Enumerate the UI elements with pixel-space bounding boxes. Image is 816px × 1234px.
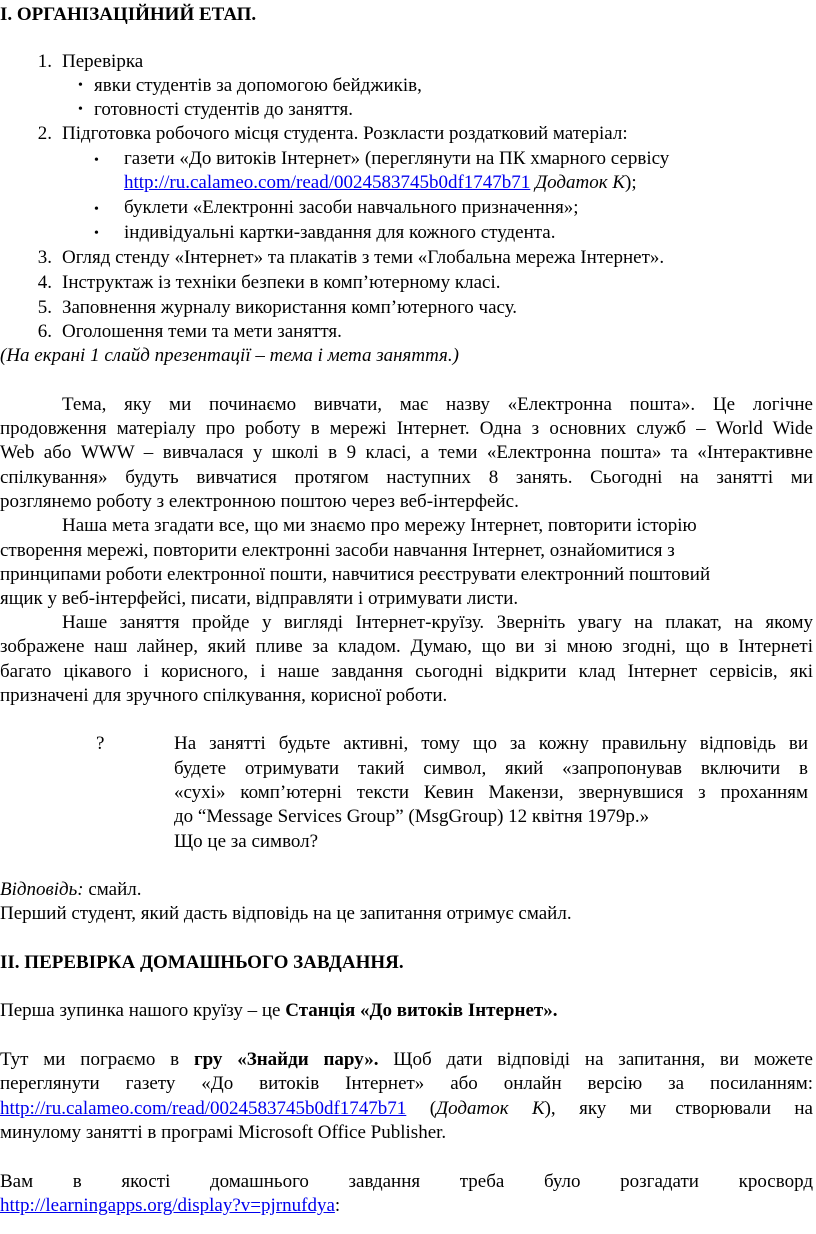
paragraph-line: принципами роботи електронної пошти, навчитися реєструвати електронний поштовий: [0, 564, 711, 585]
homework-line: Вам в якості домашнього завдання треба було розгадати кросворд: [0, 1171, 813, 1192]
list-item: Оголошення теми та мети заняття.: [62, 321, 342, 342]
paragraph-line: створення мережі, повторити електронні засоби навчання Інтернет, ознайомитися з: [0, 540, 675, 561]
question-line: «сухі» комп’ютерні тексти Кевин Макензи, звернувшися з проханням: [174, 782, 808, 803]
addon-reference: Додаток К: [535, 172, 625, 193]
bullet: •: [78, 78, 83, 93]
list-item: Інструктаж із техніки безпеки в комп’ютерному класі.: [62, 272, 501, 293]
list-number: 1.: [37, 51, 52, 72]
paragraph-line: ящик у веб-інтерфейсі, писати, відправляти і отримувати листи.: [0, 588, 519, 609]
sub-list-item-continuation: [124, 171, 637, 195]
game-text: Тут ми пограємо в: [0, 1049, 194, 1070]
game-name: гру «Знайди пару».: [193, 1049, 379, 1070]
paragraph-line: багато цікавого і корисного, і наше завдання сьогодні відкрити клад Інтернет сервісів, які: [0, 661, 813, 682]
paragraph-line: розглянемо роботу з електронною поштою через веб-інтерфейс.: [0, 491, 519, 512]
game-line: [0, 1097, 813, 1121]
homework-link-line: [0, 1194, 340, 1218]
sub-list-item: явки студентів за допомогою бейджиків,: [94, 75, 422, 96]
paragraph-line: спілкування» будуть вивчатися протягом наступних 8 занять. Сьогодні на занятті ми: [0, 467, 813, 488]
list-number: 6.: [37, 321, 52, 342]
list-item: Огляд стенду «Інтернет» та плакатів з теми «Глобальна мережа Інтернет».: [62, 247, 665, 268]
list-item: Підготовка робочого місця студента. Розкласти роздатковий матеріал:: [62, 123, 628, 144]
calameo-link[interactable]: http://ru.calameo.com/read/0024583745b0df1747b71: [0, 1098, 407, 1119]
answer-label: Відповідь:: [0, 879, 84, 900]
list-number: 4.: [37, 272, 52, 293]
sub-list-item: готовності студентів до заняття.: [94, 99, 353, 120]
answer-note: Перший студент, який дасть відповідь на це запитання отримує смайл.: [0, 903, 572, 924]
paragraph-line: Наша мета згадати все, що ми знаємо про мережу Інтернет, повторити історію: [62, 515, 697, 536]
game-text: (: [406, 1098, 437, 1119]
list-number: 5.: [37, 297, 52, 318]
sub-list-item: індивідуальні картки-завдання для кожного студента.: [124, 222, 556, 243]
homework-colon: :: [334, 1195, 341, 1216]
paragraph-line: призначені для зручного спілкування, корисної роботи.: [0, 685, 448, 706]
paragraph-line: Тема, яку ми починаємо вивчати, має назву «Електронна пошта». Це логічне: [62, 394, 813, 415]
list-item: Заповнення журналу використання комп’ютерного часу.: [62, 297, 518, 318]
calameo-link[interactable]: http://ru.calameo.com/read/0024583745b0df1747b71: [124, 172, 531, 193]
question-mark: ?: [96, 733, 105, 754]
first-stop: [0, 999, 557, 1023]
bullet: •: [94, 153, 99, 168]
paragraph-line: продовження матеріалу про роботу в мережі Інтернет. Одна з основних служб – World Wide: [0, 418, 813, 439]
list-item: Перевірка: [62, 51, 144, 72]
paragraph-line: зображене наш лайнер, який пливе за кладом. Думаю, що ви зі мною згодні, що в Інтернеті: [0, 636, 813, 657]
list-number: 3.: [37, 247, 52, 268]
paragraph-line: Наше заняття пройде у вигляді Інтернет-круїзу. Зверніть увагу на плакат, на якому: [62, 612, 813, 633]
sub-list-end: );: [625, 172, 637, 193]
bullet: •: [94, 202, 99, 217]
sub-list-item: газети «До витоків Інтернет» (переглянути на ПК хмарного сервісу: [124, 148, 670, 169]
game-line: переглянути газету «До витоків Інтернет» або онлайн версію за посиланням:: [0, 1073, 813, 1094]
game-line: минулому занятті в програмі Microsoft Office Publisher.: [0, 1122, 447, 1143]
paragraph-line: Web або WWW – вивчалася у школі в 9 класі, а теми «Електронна пошта» та «Інтерактивне: [0, 442, 813, 463]
section1-heading: I. ОРГАНІЗАЦІЙНИЙ ЕТАП.: [0, 4, 257, 25]
game-text: ), яку ми створювали на: [544, 1098, 813, 1119]
game-text: Щоб дати відповіді на запитання, ви можете: [378, 1049, 813, 1070]
station-name: Станція «До витоків Інтернет».: [285, 1000, 558, 1021]
question-line: Що це за символ?: [174, 831, 319, 852]
learningapps-link[interactable]: http://learningapps.org/display?v=pjrnufdya: [0, 1195, 335, 1216]
section2-heading: II. ПЕРЕВІРКА ДОМАШНЬОГО ЗАВДАННЯ.: [0, 952, 404, 973]
bullet: •: [94, 226, 99, 241]
answer: [0, 878, 142, 902]
answer-text: смайл.: [83, 879, 142, 900]
bullet: •: [78, 102, 83, 117]
list-number: 2.: [37, 123, 52, 144]
question-line: будете отримувати такий символ, який «запропонував включити в: [174, 758, 808, 779]
sub-list-item: буклети «Електронні засоби навчального призначення»;: [124, 197, 579, 218]
question-line: На занятті будьте активні, тому що за кожну правильну відповідь ви: [174, 733, 808, 754]
addon-reference: Додаток К: [436, 1098, 545, 1119]
question-line: до “Message Services Group” (MsgGroup) 12 квітня 1979р.»: [174, 806, 650, 827]
game-line: [0, 1048, 813, 1072]
first-stop-text: Перша зупинка нашого круїзу – це: [0, 1000, 286, 1021]
slide-note: (На екрані 1 слайд презентації – тема і мета заняття.): [0, 345, 459, 366]
